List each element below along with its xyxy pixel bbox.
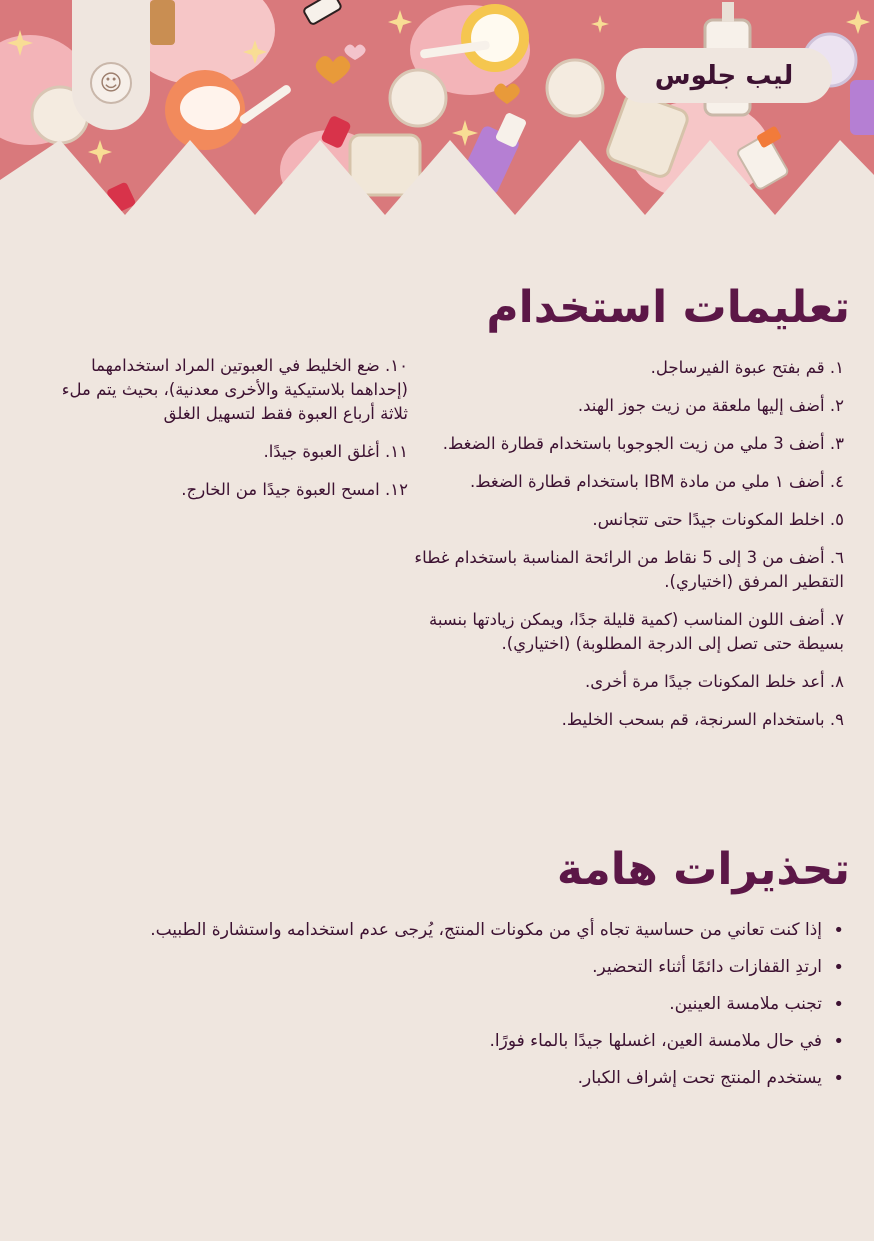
usage-title: تعليمات استخدام [486, 282, 850, 333]
step-item: ٨. أعد خلط المكونات جيدًا مرة أخرى. [584, 672, 844, 691]
bullet: • [833, 994, 844, 1015]
step-item: ٦. أضف من 3 إلى 5 نقاط من الرائحة المناسبة باستخدام غطاء التقطير المرفق (اختياري). [414, 548, 844, 591]
compact-powder [471, 14, 519, 62]
cream-jar [350, 135, 420, 195]
lipstick [150, 0, 175, 45]
pump-head [722, 2, 734, 22]
steps-column-left [36, 354, 408, 516]
warning-text: في حال ملامسة العين، اغسلها جيدًا بالماء فورًا. [489, 1031, 822, 1051]
warning-text: يستخدم المنتج تحت إشراف الكبار. [577, 1068, 822, 1088]
step-item: ٩. باستخدام السرنجة، قم بسحب الخليط. [561, 710, 844, 729]
purple-bottle [850, 80, 874, 135]
warning-item [44, 955, 844, 980]
header-banner [0, 0, 874, 218]
white-tub [547, 60, 603, 116]
bullet: • [833, 957, 844, 978]
warning-text: إذا كنت تعاني من حساسية تجاه أي من مكونات المنتج، يُرجى عدم استخدامه واستشارة الطبيب. [150, 920, 822, 940]
heart-icon [344, 45, 365, 61]
step-item: ١١. أغلق العبوة جيدًا. [263, 442, 408, 461]
step-item: ٥. اخلط المكونات جيدًا حتى تتجانس. [592, 510, 844, 529]
jar-cream [180, 86, 240, 130]
heart-icon [494, 84, 520, 105]
step-item: ١٢. امسح العبوة جيدًا من الخارج. [181, 480, 408, 499]
warnings-title: تحذيرات هامة [556, 844, 850, 895]
warning-item [44, 1029, 844, 1054]
warning-item [44, 992, 844, 1017]
warning-item [44, 1066, 844, 1091]
step-item: ١. قم بفتح عبوة الفيرساجل. [650, 358, 844, 377]
steps-column-right [404, 356, 844, 746]
warning-item [44, 918, 844, 943]
white-tub [390, 70, 446, 126]
heart-icon [316, 56, 351, 84]
warning-text: تجنب ملامسة العينين. [669, 994, 822, 1014]
tube [303, 0, 342, 25]
step-item: ١٠. ضع الخليط في العبوتين المراد استخدامهما (إحداهما بلاستيكية والأخرى معدنية)، بحيث يتم ملء ثلاثة أرباع العبوة فقط لتسهيل الغلق [61, 356, 408, 423]
cartoon-face-icon: ☺ [90, 62, 132, 104]
warnings-list [44, 918, 844, 1103]
bullet: • [833, 920, 844, 941]
step-item: ٢. أضف إليها ملعقة من زيت جوز الهند. [577, 396, 844, 415]
brand-label: ليب جلوس [616, 48, 832, 103]
brush [238, 84, 292, 126]
step-item: ٤. أضف ١ ملي من مادة IBM باستخدام قطارة الضغط. [469, 472, 844, 491]
step-item: ٧. أضف اللون المناسب (كمية قليلة جدًا، ويمكن زيادتها بنسبة بسيطة حتى تصل إلى الدرجة المطلوبة) (اختياري). [428, 610, 844, 653]
bullet: • [833, 1068, 844, 1089]
warning-text: ارتدِ القفازات دائمًا أثناء التحضير. [592, 957, 822, 977]
bullet: • [833, 1031, 844, 1052]
step-item: ٣. أضف 3 ملي من زيت الجوجوبا باستخدام قطارة الضغط. [442, 434, 844, 453]
logo-tab [72, 0, 150, 130]
